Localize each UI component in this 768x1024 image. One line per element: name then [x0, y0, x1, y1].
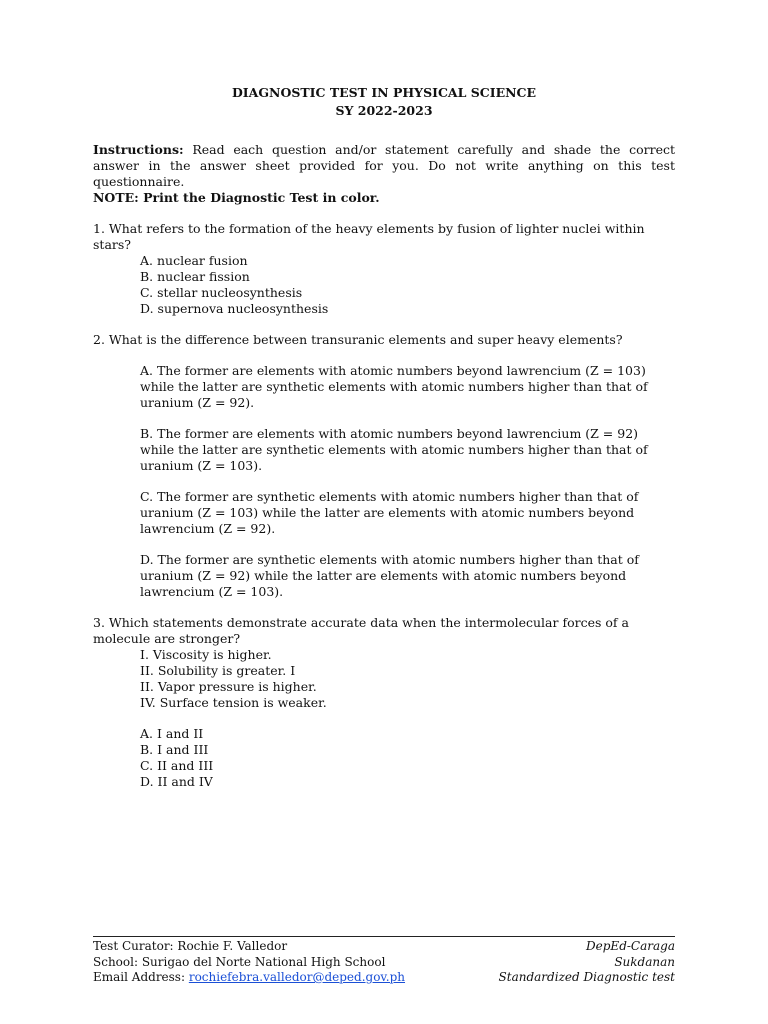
instructions [93, 142, 675, 190]
footer-school: School: Surigao del Norte National High School [93, 954, 386, 969]
option-b: B. I and III [140, 742, 209, 757]
footer-email-line [93, 970, 405, 986]
print-note: NOTE: Print the Diagnostic Test in color. [93, 190, 380, 205]
option-c: C. stellar nucleosynthesis [140, 285, 303, 300]
question-1 [93, 221, 675, 317]
footer-test-name: Standardized Diagnostic test [498, 970, 675, 984]
option-b: B. nuclear fission [140, 269, 250, 284]
email-link[interactable]: rochiefebra.valledor@deped.gov.ph [188, 970, 406, 984]
footer-right [499, 939, 675, 986]
question-stem: 1. What refers to the formation of the heavy elements by fusion of lighter nuclei within stars? [93, 221, 645, 252]
footer-brand: Sukdanan [614, 954, 675, 969]
statement-3: II. Vapor pressure is higher. [140, 679, 317, 694]
school-year: SY 2022-2023 [335, 103, 433, 118]
test-page [93, 84, 675, 790]
statement-list [140, 647, 675, 711]
page-footer [93, 936, 675, 986]
question-3 [93, 615, 675, 790]
option-a: A. nuclear fusion [140, 253, 248, 268]
statement-4: IV. Surface tension is weaker. [140, 695, 327, 710]
option-b: B. The former are elements with atomic numbers beyond lawrencium (Z = 92) while the latter are synthetic elements with atomic numbers higher than that of uranium (Z = 103). [140, 426, 648, 473]
option-c: C. II and III [140, 758, 214, 773]
option-d: D. II and IV [140, 774, 213, 789]
footer-left [93, 939, 405, 986]
document-title: DIAGNOSTIC TEST IN PHYSICAL SCIENCE [231, 85, 537, 100]
question-stem: 3. Which statements demonstrate accurate data when the intermolecular forces of a molecule are stronger? [93, 615, 629, 646]
option-c: C. The former are synthetic elements with atomic numbers higher than that of uranium (Z = 103) while the latter are elements with atomic numbers beyond lawrencium (Z = 92). [140, 489, 639, 536]
option-d: D. The former are synthetic elements with atomic numbers higher than that of uranium (Z = 92) while the latter are elements with atomic numbers beyond lawrencium (Z = 103). [140, 552, 639, 599]
instructions-label: Instructions: [93, 142, 184, 157]
option-a: A. I and II [140, 726, 204, 741]
option-list [140, 253, 675, 317]
footer-curator: Test Curator: Rochie F. Valledor [93, 939, 288, 953]
footer-org: DepEd-Caraga [586, 939, 675, 953]
option-list [140, 726, 675, 790]
statement-2: II. Solubility is greater. I [140, 663, 296, 678]
instructions-text: Read each question and/or statement carefully and shade the correct answer in the answer sheet provided for you. Do not write anything on this test questionnaire. [93, 142, 675, 189]
statement-1: I. Viscosity is higher. [140, 647, 272, 662]
footer-email-label: Email Address: [93, 970, 189, 984]
question-2 [93, 332, 675, 600]
option-d: D. supernova nucleosynthesis [140, 301, 329, 316]
option-a: A. The former are elements with atomic numbers beyond lawrencium (Z = 103) while the latter are synthetic elements with atomic numbers higher than that of uranium (Z = 92). [140, 363, 648, 410]
question-stem: 2. What is the difference between transuranic elements and super heavy elements? [93, 332, 623, 347]
